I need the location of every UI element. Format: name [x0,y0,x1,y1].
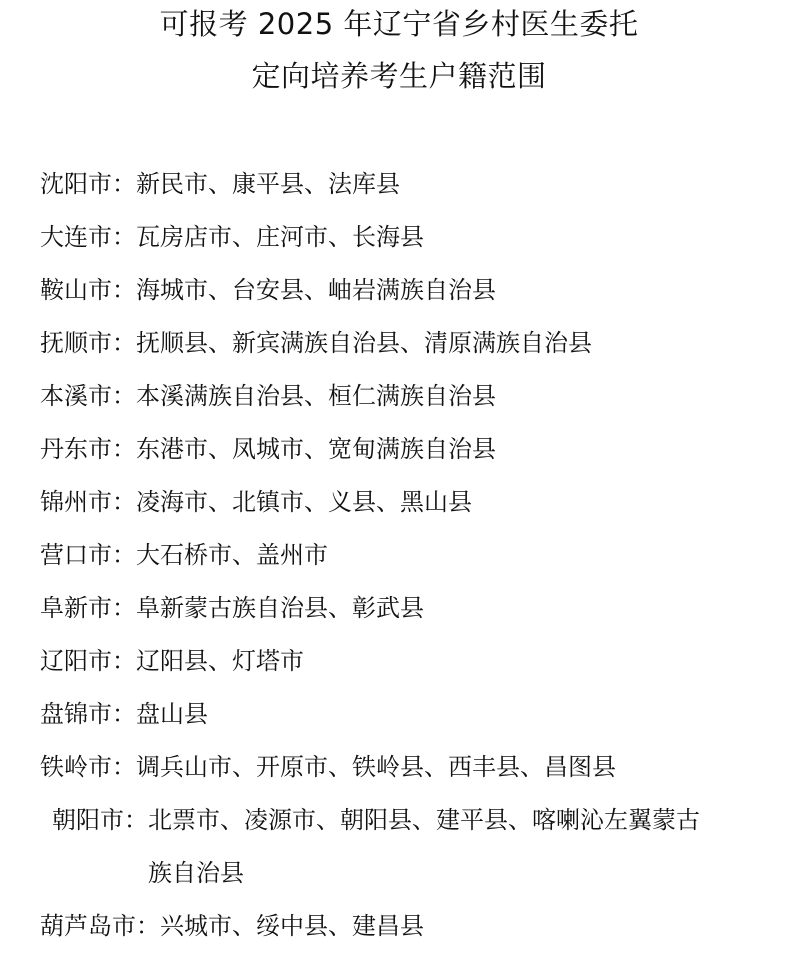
city-name: 本溪市： [40,382,136,410]
city-list [40,158,780,953]
city-name: 沈阳市： [40,170,136,198]
city-name: 抚顺市： [40,329,136,357]
list-item-dandong [40,423,780,476]
city-name: 葫芦岛市： [40,912,160,940]
city-name: 鞍山市： [40,276,136,304]
city-name: 丹东市： [40,435,136,463]
city-areas: 兴城市、绥中县、建昌县 [160,912,424,940]
city-areas: 瓦房店市、庄河市、长海县 [136,223,424,251]
city-areas: 新民市、康平县、法库县 [136,170,400,198]
city-areas: 调兵山市、开原市、铁岭县、西丰县、昌图县 [136,753,616,781]
list-item-dalian [40,211,780,264]
city-areas [148,794,758,900]
list-item-shenyang [40,158,780,211]
list-item-huludao [40,900,780,953]
city-name: 朝阳市： [52,806,148,834]
city-name: 辽阳市： [40,647,136,675]
city-areas-line2: 族自治县 [148,859,244,887]
list-item-fushun [40,317,780,370]
list-item-fuxin [40,582,780,635]
list-item-benxi [40,370,780,423]
list-item-yingkou [40,529,780,582]
city-areas: 东港市、凤城市、宽甸满族自治县 [136,435,496,463]
city-areas: 本溪满族自治县、桓仁满族自治县 [136,382,496,410]
city-areas-line1: 北票市、凌源市、朝阳县、建平县、喀喇沁左翼蒙古 [148,806,700,834]
list-item-liaoyang [40,635,780,688]
city-name: 阜新市： [40,594,136,622]
city-areas: 大石桥市、盖州市 [136,541,328,569]
document-title-line2: 定向培养考生户籍范围 [251,59,547,93]
city-areas: 海城市、台安县、岫岩满族自治县 [136,276,496,304]
list-item-chaoyang [40,794,780,900]
city-areas: 阜新蒙古族自治县、彰武县 [136,594,424,622]
city-name: 盘锦市： [40,700,136,728]
city-name: 铁岭市： [40,753,136,781]
list-item-panjin [40,688,780,741]
city-areas: 凌海市、北镇市、义县、黑山县 [136,488,472,516]
city-areas: 辽阳县、灯塔市 [136,647,304,675]
city-name: 锦州市： [40,488,136,516]
city-areas: 盘山县 [136,700,208,728]
document-title-line1: 可报考 2025 年辽宁省乡村医生委托 [159,7,639,41]
list-item-jinzhou [40,476,780,529]
city-name: 营口市： [40,541,136,569]
list-item-anshan [40,264,780,317]
city-name: 大连市： [40,223,136,251]
list-item-tieling [40,741,780,794]
city-areas: 抚顺县、新宾满族自治县、清原满族自治县 [136,329,592,357]
